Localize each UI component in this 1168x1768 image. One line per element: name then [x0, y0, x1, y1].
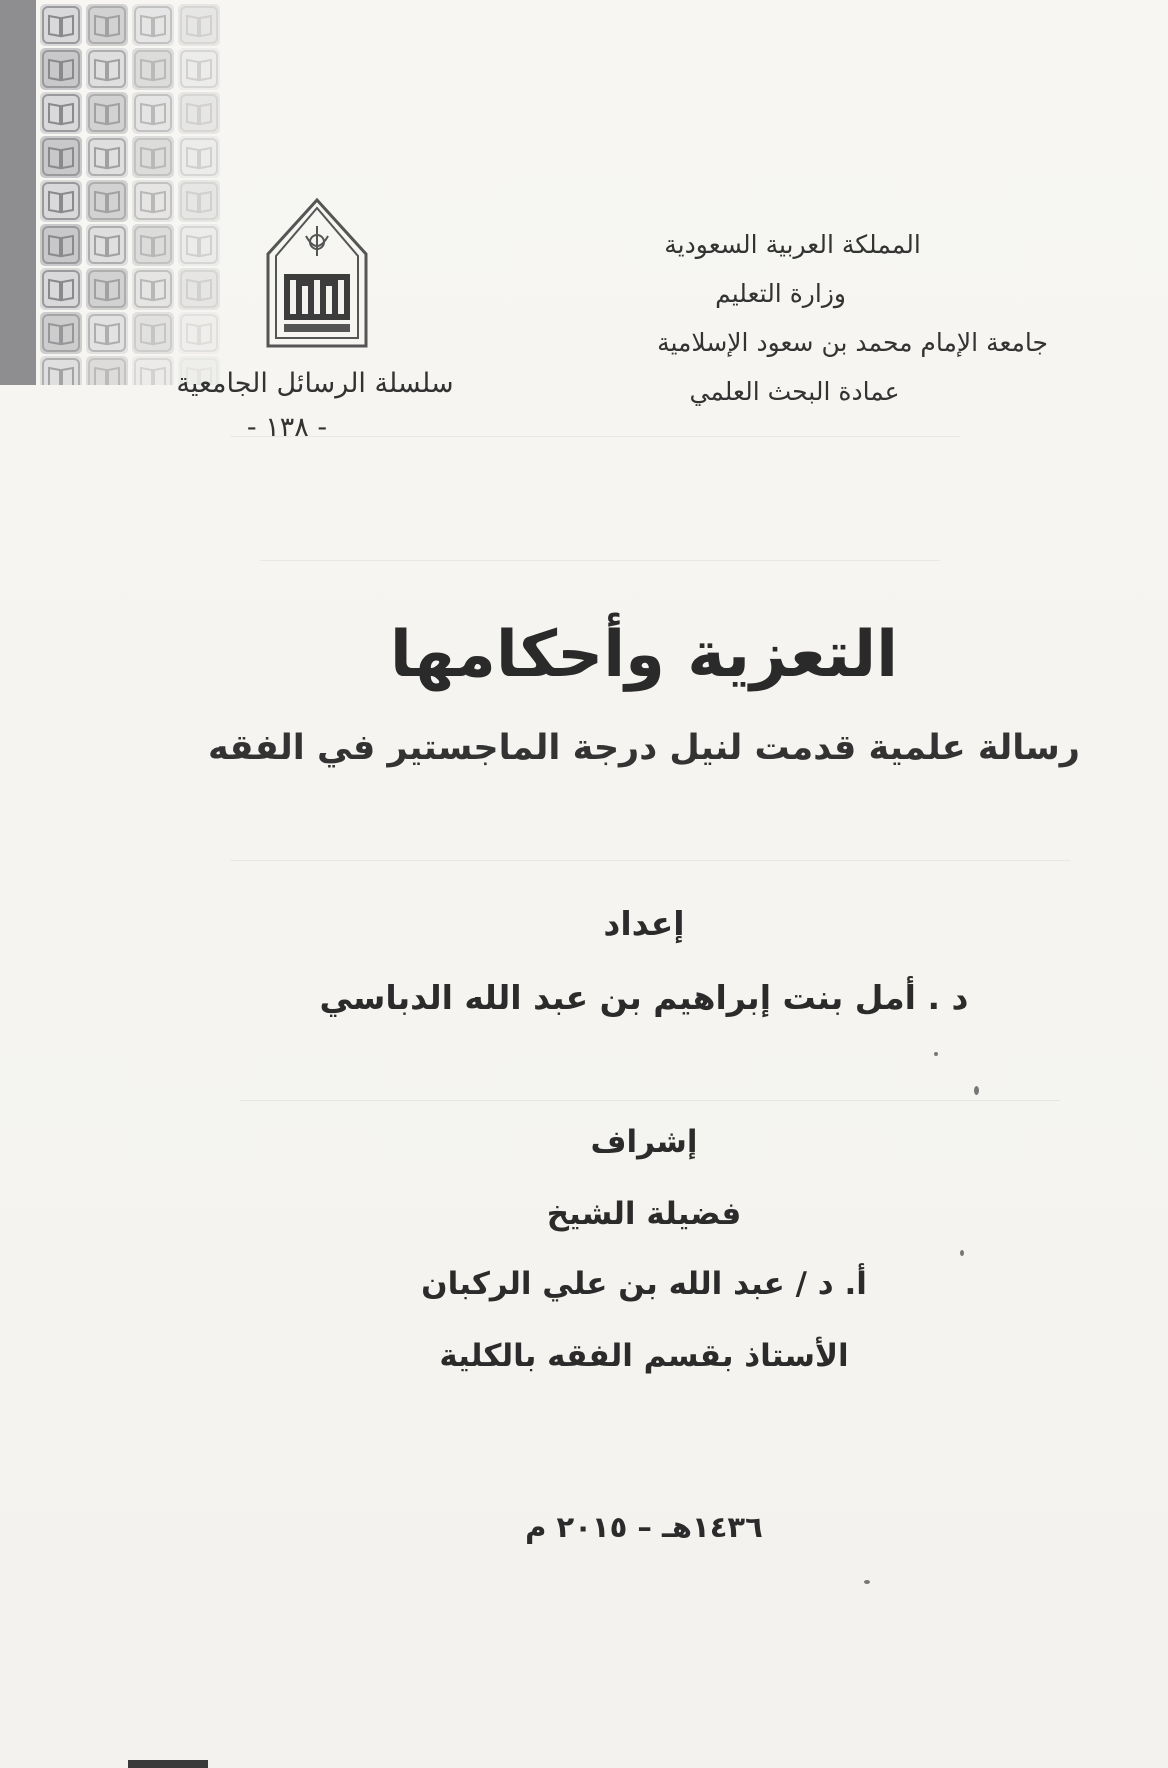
book-pattern-icon — [178, 180, 220, 222]
country-name: المملكة العربية السعودية — [664, 230, 921, 259]
book-pattern-icon — [132, 92, 174, 134]
university-name: جامعة الإمام محمد بن سعود الإسلامية — [657, 328, 1048, 357]
series-name: سلسلة الرسائل الجامعية — [176, 368, 454, 399]
book-pattern-icon — [132, 136, 174, 178]
book-pattern-icon — [40, 136, 82, 178]
book-pattern-icon — [178, 4, 220, 46]
book-pattern-icon — [132, 48, 174, 90]
book-pattern-icon — [86, 48, 128, 90]
book-pattern-icon — [178, 268, 220, 310]
book-pattern-icon — [86, 268, 128, 310]
book-pattern-icon — [132, 4, 174, 46]
book-pattern-icon — [132, 268, 174, 310]
book-pattern-icon — [132, 180, 174, 222]
book-pattern-icon — [178, 48, 220, 90]
book-pattern-icon — [86, 356, 128, 385]
cover-strip — [0, 0, 36, 385]
book-pattern-icon — [86, 224, 128, 266]
bottom-edge-mark — [128, 1760, 208, 1768]
book-pattern-icon — [40, 4, 82, 46]
book-subtitle: رسالة علمية قدمت لنيل درجة الماجستير في الفقه — [208, 728, 1080, 768]
book-pattern-icon — [86, 136, 128, 178]
ministry-name: وزارة التعليم — [715, 279, 846, 308]
book-pattern-icon — [178, 136, 220, 178]
book-pattern-icon — [178, 224, 220, 266]
book-pattern-icon — [86, 312, 128, 354]
book-pattern-icon — [132, 224, 174, 266]
book-pattern-icon — [132, 312, 174, 354]
book-pattern-icon — [86, 180, 128, 222]
publication-date: ١٤٣٦هـ – ٢٠١٥ م — [525, 1510, 763, 1544]
supervisor-position: الأستاذ بقسم الفقه بالكلية — [439, 1338, 849, 1374]
deanship-name: عمادة البحث العلمي — [689, 377, 900, 406]
book-pattern — [36, 0, 226, 385]
book-pattern-icon — [178, 312, 220, 354]
author-name: د . أمل بنت إبراهيم بن عبد الله الدباسي — [319, 978, 969, 1017]
book-pattern-icon — [86, 92, 128, 134]
prepared-by-label: إعداد — [603, 904, 685, 943]
book-title: التعزية وأحكامها — [389, 618, 899, 692]
series-number: - ١٣٨ - — [246, 412, 328, 443]
book-pattern-icon — [40, 268, 82, 310]
university-logo-icon — [262, 196, 372, 350]
book-pattern-icon — [40, 48, 82, 90]
book-pattern-icon — [40, 92, 82, 134]
supervision-label: إشراف — [590, 1124, 698, 1160]
book-pattern-icon — [40, 180, 82, 222]
book-pattern-icon — [86, 4, 128, 46]
supervisor-name: أ. د / عبد الله بن علي الركبان — [421, 1266, 867, 1302]
book-pattern-icon — [40, 224, 82, 266]
book-pattern-icon — [40, 312, 82, 354]
book-pattern-icon — [40, 356, 82, 385]
supervisor-title: فضيلة الشيخ — [546, 1196, 742, 1232]
book-pattern-icon — [178, 92, 220, 134]
institution-header — [627, 220, 1048, 416]
